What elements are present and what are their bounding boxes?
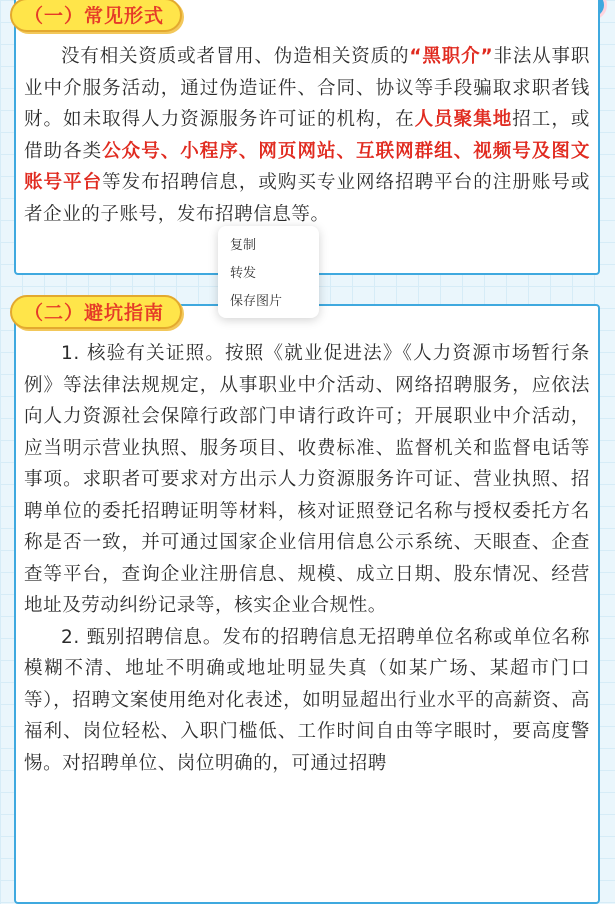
section-title-common-forms: （一）常见形式 xyxy=(10,0,182,32)
section-common-forms-body xyxy=(24,41,590,230)
highlight-platforms: 公众号、小程序、网页网站、互联网群组、视频号及图文账号平台 xyxy=(24,140,590,193)
paragraph xyxy=(24,41,590,230)
highlight-black-agency: “黑职介” xyxy=(409,46,494,67)
section-guide-body xyxy=(24,338,590,779)
text-span: 没有相关资质或者冒用、伪造相关资质的 xyxy=(61,46,410,67)
highlight-crowded-places: 人员聚集地 xyxy=(414,109,513,130)
context-menu-save-image[interactable]: 保存图片 xyxy=(230,294,283,309)
paragraph-verify-licenses: 1. 核验有关证照。按照《就业促进法》《人力资源市场暂行条例》等法律法规规定，从事职业中介活动、网络招聘服务，应依法向人力资源社会保障行政部门申请行政许可；开展职业中介活动，应当明示营业执照、服务项目、收费标准、监督机关和监督电话等事项。求职者可要求对方出示人力资源服务许可证、营业执照、招聘单位的委托招聘证明等材料，核对证照登记名称与授权委托方名称是否一致，并可通过国家企业信用信息公示系统、天眼查、企查查等平台，查询企业注册信息、规模、成立日期、股东情况、经营地址及劳动纠纷记录等，核实企业合规性。 xyxy=(24,343,590,616)
text-span: 非法从事职业中介服务活动，通过伪造证件、合同、协议等手段骗取求职者钱财。如未取得人力资源服务许可证的机构，在 xyxy=(24,46,590,130)
section-title-guide: （二）避坑指南 xyxy=(10,295,182,329)
text-span: 招工，或借助各类 xyxy=(24,109,590,162)
context-menu xyxy=(218,226,319,318)
text-span: 等发布招聘信息，或购买专业网络招聘平台的注册账号或者企业的子账号，发布招聘信息等。 xyxy=(24,172,590,225)
context-menu-copy[interactable]: 复制 xyxy=(230,238,257,253)
paragraph-check-recruitment-info: 2. 甄别招聘信息。发布的招聘信息无招聘单位名称或单位名称模糊不清、地址不明确或地址明显失真（如某广场、某超市门口等），招聘文案使用绝对化表述，如明显超出行业水平的高薪资、高福利、岗位轻松、入职门槛低、工作时间自由等字眼时，要高度警惕。对招聘单位、岗位明确的，可通过招聘 xyxy=(24,626,590,774)
context-menu-forward[interactable]: 转发 xyxy=(230,266,257,281)
